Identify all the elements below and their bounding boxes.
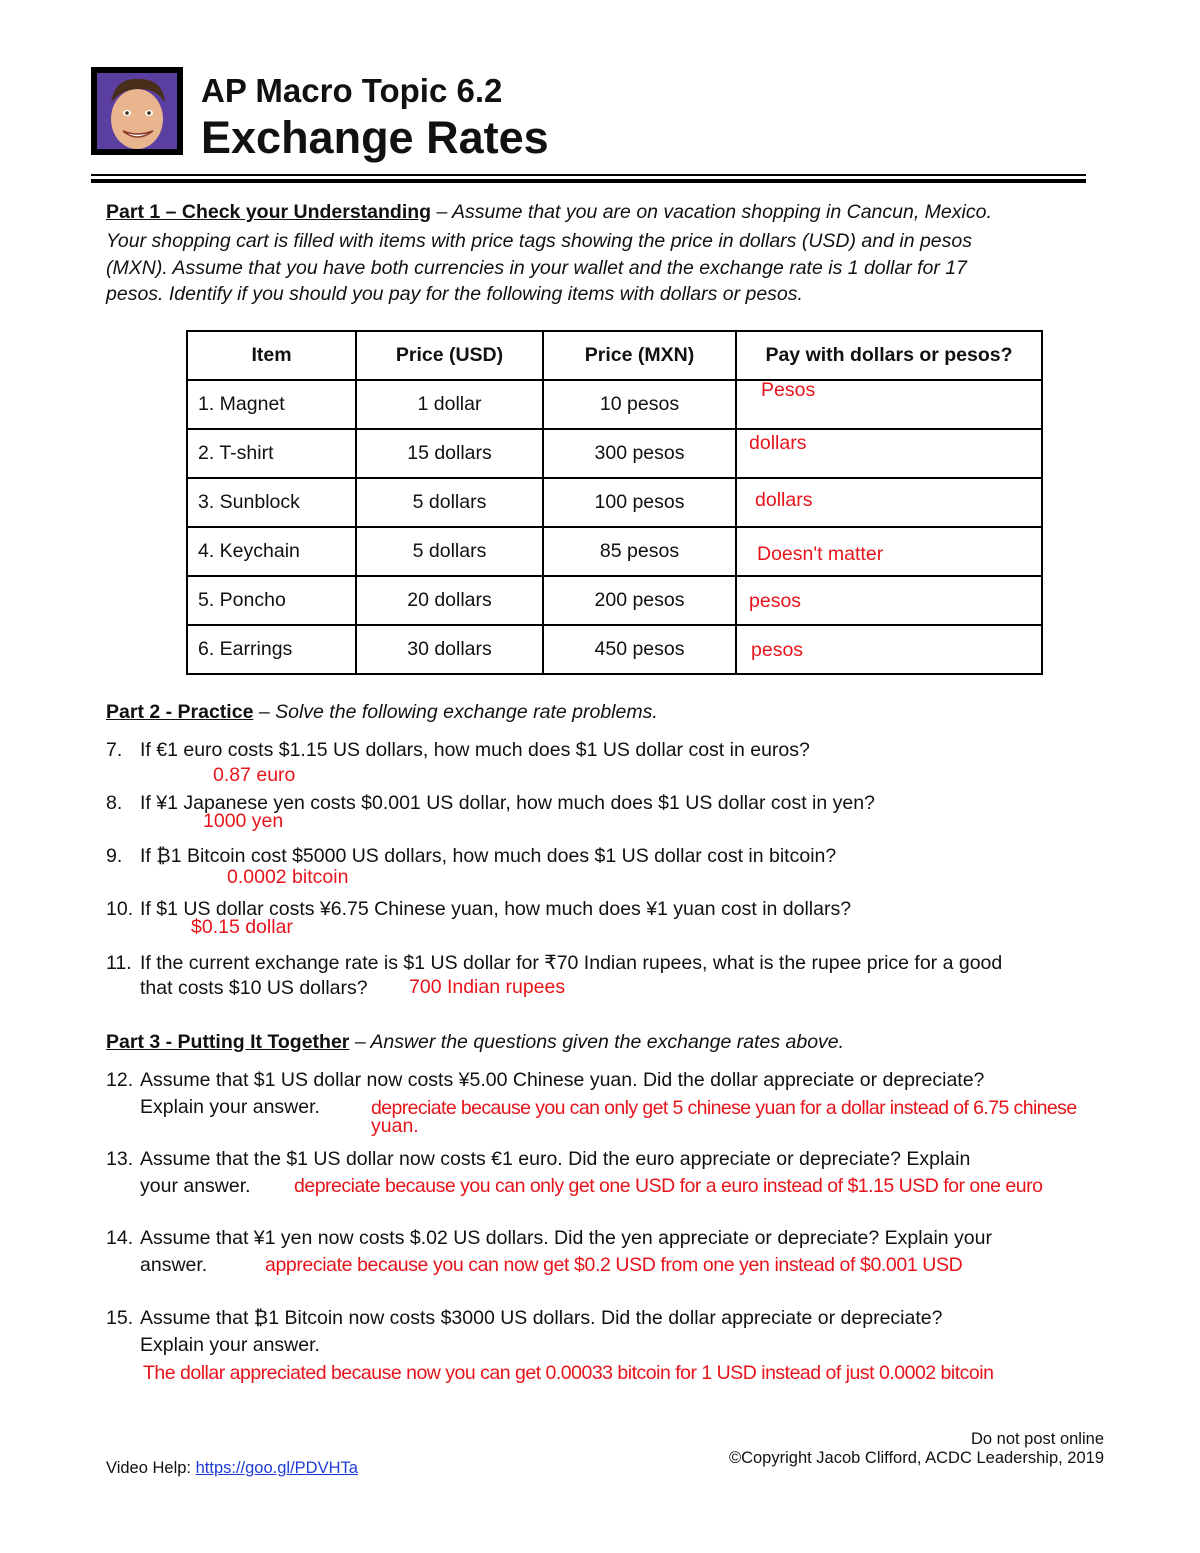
table-header-row [187, 331, 1042, 380]
table-row [187, 429, 1042, 478]
part3-intro-text: – Answer the questions given the exchange rates above. [354, 1031, 845, 1053]
question-text: Assume that ¥1 yen now costs $.02 US dollars. Did the yen appreciate or depreciate? Explain your [140, 1227, 992, 1249]
cell-mxn: 300 pesos [543, 429, 736, 478]
question-number: 9. [106, 845, 123, 867]
question-12-cont [106, 1096, 320, 1119]
answer-12-cont: yuan. [371, 1115, 419, 1137]
answer-text: Doesn't matter [757, 543, 884, 565]
cell-usd: 1 dollar [356, 380, 543, 429]
question-number: 14. [106, 1227, 134, 1249]
question-text: If ₿1 Bitcoin cost $5000 US dollars, how much does $1 US dollar cost in bitcoin? [140, 845, 837, 867]
part1-intro [106, 201, 992, 224]
part1-intro-line-2: Your shopping cart is filled with items with price tags showing the price in dollars (USD) and in pesos [106, 230, 972, 252]
question-15 [106, 1307, 942, 1330]
answer-text: dollars [755, 489, 813, 511]
question-14-cont [106, 1254, 207, 1277]
video-help [106, 1459, 358, 1478]
question-text: Assume that the $1 US dollar now costs €1 euro. Did the euro appreciate or depreciate? Explain [140, 1148, 971, 1170]
col-header-usd: Price (USD) [356, 331, 543, 380]
question-text: If $1 US dollar costs ¥6.75 Chinese yuan, how much does ¥1 yuan cost in dollars? [140, 898, 852, 920]
author-photo [91, 67, 183, 155]
part1-intro-line-1: – Assume that you are on vacation shopping in Cancun, Mexico. [436, 201, 992, 223]
answer-8: 1000 yen [203, 810, 284, 832]
part3-heading: Part 3 - Putting It Together [106, 1031, 350, 1053]
answer-text: Pesos [761, 379, 816, 401]
question-13 [106, 1148, 970, 1171]
cell-mxn: 100 pesos [543, 478, 736, 527]
video-help-label: Video Help: [106, 1459, 192, 1477]
question-number: 7. [106, 739, 123, 761]
question-text: If the current exchange rate is $1 US dollar for ₹70 Indian rupees, what is the rupee price for a good [140, 952, 1003, 974]
table-row [187, 625, 1042, 674]
question-number: 15. [106, 1307, 134, 1329]
question-text: Explain your answer. [140, 1334, 320, 1356]
question-12 [106, 1069, 984, 1092]
cell-mxn: 10 pesos [543, 380, 736, 429]
cell-usd: 15 dollars [356, 429, 543, 478]
question-number: 10. [106, 898, 134, 920]
part3-intro [106, 1031, 844, 1054]
question-13-cont [106, 1175, 251, 1198]
cell-usd: 5 dollars [356, 527, 543, 576]
cell-mxn: 200 pesos [543, 576, 736, 625]
answer-12: depreciate because you can only get 5 chinese yuan for a dollar instead of 6.75 chinese [371, 1097, 1077, 1119]
topic-heading: AP Macro Topic 6.2 [201, 72, 503, 109]
cell-pay [736, 576, 1042, 625]
answer-text: dollars [749, 432, 807, 454]
answer-14: appreciate because you can now get $0.2 USD from one yen instead of $0.001 USD [265, 1254, 963, 1276]
copyright-notice: ©Copyright Jacob Clifford, ACDC Leadership, 2019 [728, 1449, 1104, 1467]
cell-item: 4. Keychain [187, 527, 356, 576]
part1-intro-line-3: (MXN). Assume that you have both currencies in your wallet and the exchange rate is 1 dollar for 17 [106, 256, 967, 279]
answer-text: pesos [751, 639, 804, 661]
cell-item: 6. Earrings [187, 625, 356, 674]
col-header-mxn: Price (MXN) [543, 331, 736, 380]
part1-heading: Part 1 – Check your Understanding [106, 201, 432, 223]
cell-item: 5. Poncho [187, 576, 356, 625]
cell-pay [736, 625, 1042, 674]
col-header-item: Item [187, 331, 356, 380]
question-11-cont [106, 977, 368, 1000]
cell-item: 2. T-shirt [187, 429, 356, 478]
table-row [187, 478, 1042, 527]
face-icon [97, 73, 177, 149]
header-rule-thin [91, 174, 1086, 176]
cell-mxn: 85 pesos [543, 527, 736, 576]
question-text: Explain your answer. [140, 1096, 320, 1118]
cell-pay [736, 527, 1042, 576]
page-title: Exchange Rates [201, 112, 549, 163]
cell-mxn: 450 pesos [543, 625, 736, 674]
question-text: If ¥1 Japanese yen costs $0.001 US dollar, how much does $1 US dollar cost in yen? [140, 792, 875, 814]
question-11 [106, 951, 1002, 975]
question-15-cont [106, 1334, 320, 1357]
cell-usd: 20 dollars [356, 576, 543, 625]
col-header-pay: Pay with dollars or pesos? [736, 331, 1042, 380]
question-number: 13. [106, 1148, 134, 1170]
question-9 [106, 845, 836, 868]
question-14 [106, 1227, 992, 1250]
video-help-link[interactable]: https://goo.gl/PDVHTa [195, 1459, 358, 1477]
question-text: Assume that $1 US dollar now costs ¥5.00 Chinese yuan. Did the dollar appreciate or depreciate? [140, 1069, 985, 1091]
answer-15: The dollar appreciated because now you can get 0.00033 bitcoin for 1 USD instead of just 0.0002 bitcoin [143, 1362, 994, 1384]
price-table [186, 330, 1043, 675]
answer-text: pesos [749, 590, 802, 612]
answer-7: 0.87 euro [213, 764, 296, 786]
part1-intro-body [106, 228, 972, 308]
table-row [187, 576, 1042, 625]
question-number: 8. [106, 792, 123, 814]
question-text: that costs $10 US dollars? [140, 977, 368, 999]
question-text: Assume that ₿1 Bitcoin now costs $3000 US dollars. Did the dollar appreciate or depreciate? [140, 1307, 943, 1329]
part1-intro-line-4: pesos. Identify if you should you pay for the following items with dollars or pesos. [106, 283, 803, 305]
question-7 [106, 739, 810, 762]
question-text: your answer. [140, 1175, 251, 1197]
part2-heading: Part 2 - Practice [106, 701, 254, 723]
answer-10: $0.15 dollar [191, 916, 293, 938]
question-text: If €1 euro costs $1.15 US dollars, how much does $1 US dollar cost in euros? [140, 739, 810, 761]
cell-pay [736, 478, 1042, 527]
cell-item: 1. Magnet [187, 380, 356, 429]
table-row [187, 380, 1042, 429]
header-rule-thick [91, 179, 1086, 183]
answer-13: depreciate because you can only get one USD for a euro instead of $1.15 USD for one euro [294, 1175, 1043, 1197]
question-text: answer. [140, 1254, 208, 1276]
cell-item: 3. Sunblock [187, 478, 356, 527]
answer-11: 700 Indian rupees [409, 976, 566, 998]
cell-usd: 30 dollars [356, 625, 543, 674]
question-number: 11. [106, 952, 132, 974]
question-number: 12. [106, 1069, 134, 1091]
part2-intro-text: – Solve the following exchange rate problems. [258, 701, 658, 723]
part2-intro [106, 701, 658, 724]
table-row [187, 527, 1042, 576]
cell-usd: 5 dollars [356, 478, 543, 527]
answer-9: 0.0002 bitcoin [227, 866, 349, 888]
do-not-post-notice: Do not post online [970, 1430, 1104, 1448]
cell-pay [736, 380, 1042, 429]
cell-pay [736, 429, 1042, 478]
